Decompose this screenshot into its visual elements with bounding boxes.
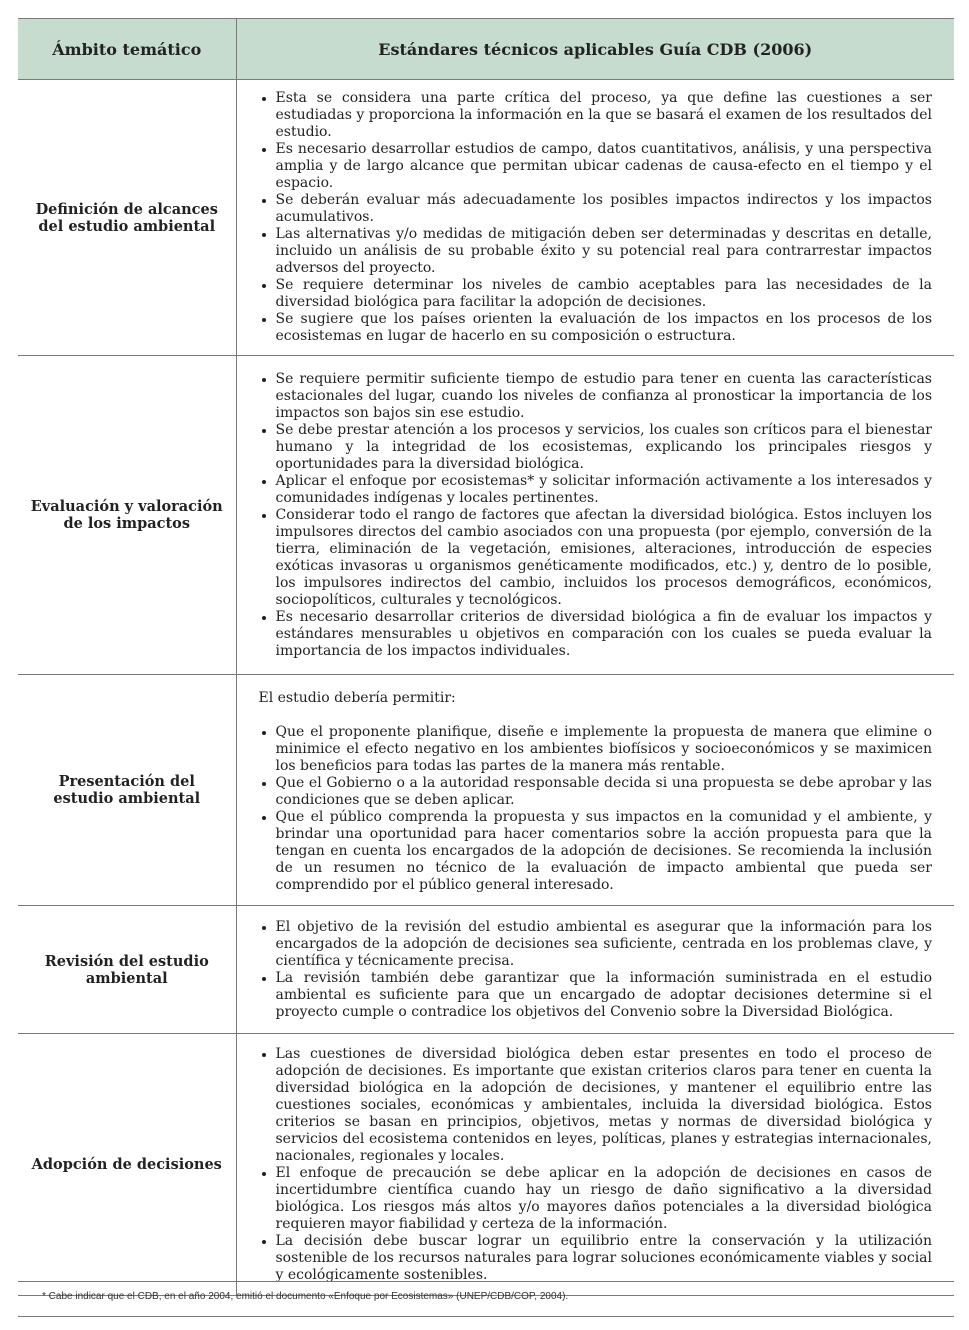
standards-bullet-item: • El enfoque de precaución se debe aplicar en la adopción de decisiones en casos de incertidumbre científica cuando hay un riesgo de daño significativo a la diversidad biológica. Los riesgos más altos y/o mayores daños potenciales a la diversidad biológica requieren mayor fiabilidad y certeza de la información. <box>276 1165 933 1233</box>
table-header-row <box>18 19 954 80</box>
footnote: * Cabe indicar que el CDB, en el año 2004, emitió el documento «Enfoque por Ecosistemas» (UNEP/CDB/COP, 2004). <box>42 1291 569 1302</box>
row-theme-label: Definición de alcances del estudio ambiental <box>18 80 236 356</box>
header-ambito-tematico: Ámbito temático <box>18 19 236 80</box>
standards-bullet-list <box>259 724 933 894</box>
table-row <box>18 1034 954 1296</box>
standards-bullet-item: • La revisión también debe garantizar que la información suministrada en el estudio ambiental es suficiente para que un encargado de adoptar decisiones determine si el proyecto cumple o contradice los objetivos del Convenio sobre la Diversidad Biológica. <box>276 970 933 1021</box>
row-intro-text: El estudio debería permitir: <box>258 690 456 706</box>
footnote-top-divider <box>18 1281 954 1282</box>
standards-bullet-item: • La decisión debe buscar lograr un equilibrio entre la conservación y la utilización sostenible de los recursos naturales para lograr soluciones económicamente viables y social y ecológicamente sostenibles. <box>276 1233 933 1284</box>
standards-bullet-list <box>259 90 933 345</box>
standards-table <box>18 18 954 1296</box>
standards-bullet-item: • Considerar todo el rango de factores que afectan la diversidad biológica. Estos incluyen los impulsores directos del cambio asociados con una propuesta (por ejemplo, conversión de la tierra, eliminación de la vegetación, emisiones, alteraciones, introducción de especies exóticas invasoras u organismos genéticamente modificados, etc.) y, dentro de lo posible, los impulsores indirectos del cambio, incluidos los procesos demográficos, económicos, sociopolíticos, culturales y tecnológicos. <box>276 507 933 609</box>
row-standards-content <box>236 906 954 1034</box>
standards-bullet-item: • Se sugiere que los países orienten la evaluación de los impactos en los procesos de los ecosistemas en lugar de hacerlo en su composición o estructura. <box>276 311 933 345</box>
standards-bullet-item: • El objetivo de la revisión del estudio ambiental es asegurar que la información para los encargados de la adopción de decisiones sea suficiente, centrada en los problemas clave, y científica y técnicamente precisa. <box>276 919 933 970</box>
standards-bullet-item: • Se deberán evaluar más adecuadamente los posibles impactos indirectos y los impactos acumulativos. <box>276 192 933 226</box>
table-row <box>18 356 954 675</box>
footnote-bottom-divider <box>18 1316 954 1317</box>
standards-bullet-item: • Que el proponente planifique, diseñe e implemente la propuesta de manera que elimine o minimice el efecto negativo en los ambientes biofísicos y socioeconómicos y se maximicen los beneficios para todas las partes de la manera más rentable. <box>276 724 933 775</box>
standards-bullet-item: • Que el público comprenda la propuesta y sus impactos en la comunidad y el ambiente, y brindar una oportunidad para hacer comentarios sobre la acción propuesta para que la tengan en cuenta los encargados de la adopción de decisiones. Se recomienda la inclusión de un resumen no técnico de la evaluación de impacto ambiental que pueda ser comprendido por el público general interesado. <box>276 809 933 894</box>
standards-bullet-item: • Aplicar el enfoque por ecosistemas* y solicitar información activamente a los interesados y comunidades indígenas y locales pertinentes. <box>276 473 933 507</box>
standards-bullet-item: • Es necesario desarrollar criterios de diversidad biológica a fin de evaluar los impactos y estándares mensurables u objetivos en comparación con los cuales se pueda evaluar la importancia de los impactos individuales. <box>276 609 933 660</box>
standards-bullet-item: • Se requiere permitir suficiente tiempo de estudio para tener en cuenta las características estacionales del lugar, cuando los niveles de confianza al pronosticar la importancia de los impactos son bajos sin ese estudio. <box>276 371 933 422</box>
standards-bullet-item: • Se requiere determinar los niveles de cambio aceptables para las necesidades de la diversidad biológica para facilitar la adopción de decisiones. <box>276 277 933 311</box>
standards-bullet-item: • Las cuestiones de diversidad biológica deben estar presentes en todo el proceso de adopción de decisiones. Es importante que existan criterios claros para tener en cuenta la diversidad biológica en la adopción de decisiones, y mantener el equilibrio entre las cuestiones sociales, económicas y ambientales, incluida la diversidad biológica. Estos criterios se basan en principios, objetivos, metas y normas de diversidad biológica y servicios del ecosistema contenidos en leyes, políticas, planes y estrategias internacionales, nacionales, regionales y locales. <box>276 1046 933 1165</box>
standards-bullet-item: • Se debe prestar atención a los procesos y servicios, los cuales son críticos para el bienestar humano y la integridad de los ecosistemas, explicando los principales riesgos y oportunidades para la diversidad biológica. <box>276 422 933 473</box>
standards-bullet-list <box>259 919 933 1021</box>
header-estandares-tecnicos: Estándares técnicos aplicables Guía CDB (2006) <box>236 19 954 80</box>
table-row <box>18 906 954 1034</box>
standards-bullet-item: • Las alternativas y/o medidas de mitigación deben ser determinadas y descritas en detalle, incluido un análisis de su probable éxito y su potencial real para contrarrestar impactos adversos del proyecto. <box>276 226 933 277</box>
table-row <box>18 80 954 356</box>
row-standards-content <box>236 80 954 356</box>
row-theme-label: Adopción de decisiones <box>18 1034 236 1296</box>
row-standards-content <box>236 675 954 906</box>
standards-bullet-item: • Es necesario desarrollar estudios de campo, datos cuantitativos, análisis, y una perspectiva amplia y de largo alcance que permitan ubicar cadenas de causa-efecto en el tiempo y el espacio. <box>276 141 933 192</box>
row-theme-label: Evaluación y valoración de los impactos <box>18 356 236 675</box>
standards-bullet-item: • Esta se considera una parte crítica del proceso, ya que define las cuestiones a ser estudiadas y proporciona la información en la que se basará el examen de los resultados del estudio. <box>276 90 933 141</box>
standards-bullet-list <box>259 1046 933 1284</box>
row-theme-label: Presentación del estudio ambiental <box>18 675 236 906</box>
table-body <box>18 80 954 1296</box>
table-row <box>18 675 954 906</box>
standards-bullet-item: • Que el Gobierno o a la autoridad responsable decida si una propuesta se debe aprobar y las condiciones que se deben aplicar. <box>276 775 933 809</box>
standards-bullet-list <box>259 371 933 660</box>
row-standards-content <box>236 356 954 675</box>
row-standards-content <box>236 1034 954 1296</box>
row-theme-label: Revisión del estudio ambiental <box>18 906 236 1034</box>
standards-table-container <box>18 18 954 1296</box>
